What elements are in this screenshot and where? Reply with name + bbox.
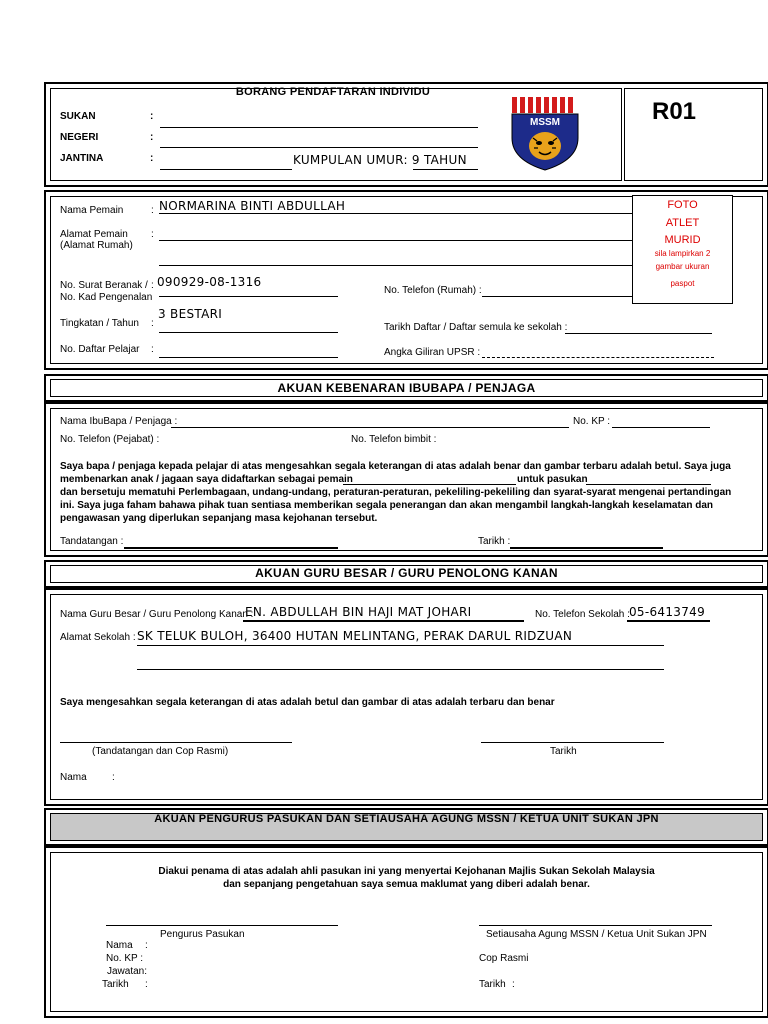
kumpulan-umur: KUMPULAN UMUR: 9 TAHUN <box>293 153 467 167</box>
telefon-rumah-field[interactable] <box>482 296 632 297</box>
nama-pemain-colon: : <box>151 205 154 216</box>
surat-field[interactable] <box>159 296 338 297</box>
surat-colon: : <box>151 280 154 291</box>
parent-kp-field[interactable] <box>612 427 710 428</box>
parent-para-line-2b: untuk pasukan <box>517 474 588 485</box>
kumpulan-umur-field[interactable] <box>413 169 478 170</box>
daftar-pelajar-colon: : <box>151 344 154 355</box>
headmaster-statement: Saya mengesahkan segala keterangan di atas adalah betul dan gambar di atas adalah terbaru dan benar <box>60 697 555 708</box>
headmaster-tarikh-caption: Tarikh <box>550 746 577 757</box>
parent-para-line-1: Saya bapa / penjaga kepada pelajar di atas mengesahkan segala keterangan di atas adalah benar dan gambar terbaru adalah betul. Saya juga <box>60 461 731 472</box>
photo-atlet-text: ATLET <box>665 217 700 229</box>
guru-besar-value: EN. ABDULLAH BIN HAJI MAT JOHARI <box>245 605 472 619</box>
alamat-sekolah-label: Alamat Sekolah : <box>60 632 136 643</box>
official-kp-label: No. KP : <box>106 953 144 964</box>
official-nama-colon: : <box>145 940 148 951</box>
negeri-colon: : <box>150 132 154 143</box>
nama-pemain-field[interactable] <box>159 213 637 214</box>
negeri-field[interactable] <box>160 147 478 148</box>
telefon-sekolah-value: 05-6413749 <box>629 605 706 619</box>
surat-value: 090929-08-1316 <box>157 275 262 289</box>
mssm-logo-icon <box>506 94 584 172</box>
parent-tarikh-field[interactable] <box>510 547 663 549</box>
telefon-pejabat-label: No. Telefon (Pejabat) : <box>60 434 160 445</box>
pasukan-field[interactable] <box>586 484 711 485</box>
jantina-colon: : <box>150 153 154 164</box>
parent-kp-label: No. KP : <box>573 416 611 427</box>
cop-rasmi-label: Cop Rasmi <box>479 953 529 964</box>
svg-text:MSSM: MSSM <box>530 117 560 128</box>
telefon-sekolah-field[interactable] <box>627 620 710 622</box>
form-code: R01 <box>652 98 697 125</box>
angka-giliran-label: Angka Giliran UPSR : <box>384 347 481 358</box>
parent-tandatangan-field[interactable] <box>124 547 338 549</box>
alamat-field-1[interactable] <box>159 240 637 241</box>
setiausaha-sign-field[interactable] <box>479 925 712 926</box>
sukan-colon: : <box>150 111 154 122</box>
alamat-field-2[interactable] <box>159 265 637 266</box>
headmaster-sign-caption: (Tandatangan dan Cop Rasmi) <box>92 746 229 757</box>
official-jawatan-label: Jawatan: <box>107 966 148 977</box>
official-tarikh-colon: : <box>145 979 148 990</box>
alamat-pemain-label: Alamat Pemain <box>60 229 128 240</box>
official-section-title: AKUAN PENGURUS PASUKAN DAN SETIAUSAHA AGUNG MSSN / KETUA UNIT SUKAN JPN <box>154 813 659 825</box>
nama-ibubapa-label: Nama IbuBapa / Penjaga : <box>60 416 178 427</box>
tarikh-daftar-field[interactable] <box>565 333 712 334</box>
headmaster-sign-field[interactable] <box>60 742 292 743</box>
parent-para-line-2a: membenarkan anak / jagaan saya didaftarkan sebagai pemain <box>60 474 353 485</box>
alamat-sekolah-field-2[interactable] <box>137 669 664 670</box>
alamat-sekolah-field-1[interactable] <box>137 645 664 646</box>
jantina-field[interactable] <box>160 169 292 170</box>
alamat-colon: : <box>151 229 154 240</box>
photo-note-3: paspot <box>670 279 695 288</box>
tingkatan-label: Tingkatan / Tahun <box>60 318 139 329</box>
alamat-sekolah-value: SK TELUK BULOH, 36400 HUTAN MELINTANG, PERAK DARUL RIDZUAN <box>137 629 573 643</box>
official-para-line-1: Diakui penama di atas adalah ahli pasukan ini yang menyertai Kejohanan Majlis Sukan Sekolah Malaysia <box>158 866 655 877</box>
nama-pemain-value: NORMARINA BINTI ABDULLAH <box>159 199 346 213</box>
telefon-bimbit-label: No. Telefon bimbit : <box>351 434 437 445</box>
official-tarikh2-label: Tarikh <box>479 979 506 990</box>
tarikh-daftar-label: Tarikh Daftar / Daftar semula ke sekolah : <box>384 322 568 333</box>
setiausaha-caption: Setiausaha Agung MSSN / Ketua Unit Sukan JPN <box>486 929 707 940</box>
photo-note-2: gambar ukuran <box>655 262 710 271</box>
official-tarikh2-colon: : <box>512 979 515 990</box>
headmaster-nama-label: Nama <box>60 772 87 783</box>
parent-tarikh-label: Tarikh : <box>478 536 511 547</box>
headmaster-nama-colon: : <box>112 772 115 783</box>
daftar-pelajar-label: No. Daftar Pelajar <box>60 344 140 355</box>
kad-pengenalan-label: No. Kad Pengenalan <box>60 292 153 303</box>
angka-giliran-field[interactable] <box>482 357 714 358</box>
telefon-rumah-label: No. Telefon (Rumah) : <box>384 285 482 296</box>
parent-para-line-3: dan bersetuju mematuhi Perlembagaan, undang-undang, peraturan-peraturan, pekeliling-pekeliling dan syarat-syarat mengenai pertandingan <box>60 487 732 498</box>
guru-besar-field[interactable] <box>243 620 524 622</box>
jantina-label: JANTINA <box>60 153 104 164</box>
photo-murid-text: MURID <box>664 234 701 246</box>
nama-ibubapa-field[interactable] <box>171 427 569 428</box>
alamat-rumah-label: (Alamat Rumah) <box>60 240 133 251</box>
official-tarikh-label: Tarikh <box>102 979 129 990</box>
official-para-line-2: dan sepanjang pengetahuan saya semua maklumat yang diberi adalah benar. <box>223 879 590 890</box>
official-nama-label: Nama <box>106 940 133 951</box>
headmaster-section-title: AKUAN GURU BESAR / GURU PENOLONG KANAN <box>255 566 558 580</box>
negeri-label: NEGERI <box>60 132 99 143</box>
sukan-label: SUKAN <box>60 111 96 122</box>
surat-beranak-label: No. Surat Beranak / <box>60 280 148 291</box>
pengurus-sign-field[interactable] <box>106 925 338 926</box>
pengurus-caption: Pengurus Pasukan <box>160 929 245 940</box>
headmaster-tarikh-field[interactable] <box>481 742 664 743</box>
parent-para-line-5: pengawasan yang diperlukan sepanjang masa kejohanan tersebut. <box>60 513 378 524</box>
form-title: BORANG PENDAFTARAN INDIVIDU <box>235 86 431 98</box>
sukan-field[interactable] <box>160 127 478 128</box>
tingkatan-colon: : <box>151 318 154 329</box>
guru-besar-label: Nama Guru Besar / Guru Penolong Kanan : <box>60 609 254 620</box>
telefon-sekolah-label: No. Telefon Sekolah : <box>535 609 630 620</box>
pemain-sukan-field[interactable] <box>343 484 516 485</box>
tingkatan-field[interactable] <box>159 332 338 333</box>
photo-note-1: sila lampirkan 2 <box>654 249 711 258</box>
parent-section-title: AKUAN KEBENARAN IBUBAPA / PENJAGA <box>277 381 536 395</box>
photo-foto-text: FOTO <box>667 199 698 211</box>
daftar-pelajar-field[interactable] <box>159 357 338 358</box>
parent-para-line-4: ini. Saya juga faham bahawa pihak tuan sentiasa memberikan segala penerangan dan akan mengambil langkah-langkah keselamatan dan <box>60 500 714 511</box>
nama-pemain-label: Nama Pemain <box>60 205 124 216</box>
tingkatan-value: 3 BESTARI <box>158 307 223 321</box>
parent-tandatangan-label: Tandatangan : <box>60 536 124 547</box>
